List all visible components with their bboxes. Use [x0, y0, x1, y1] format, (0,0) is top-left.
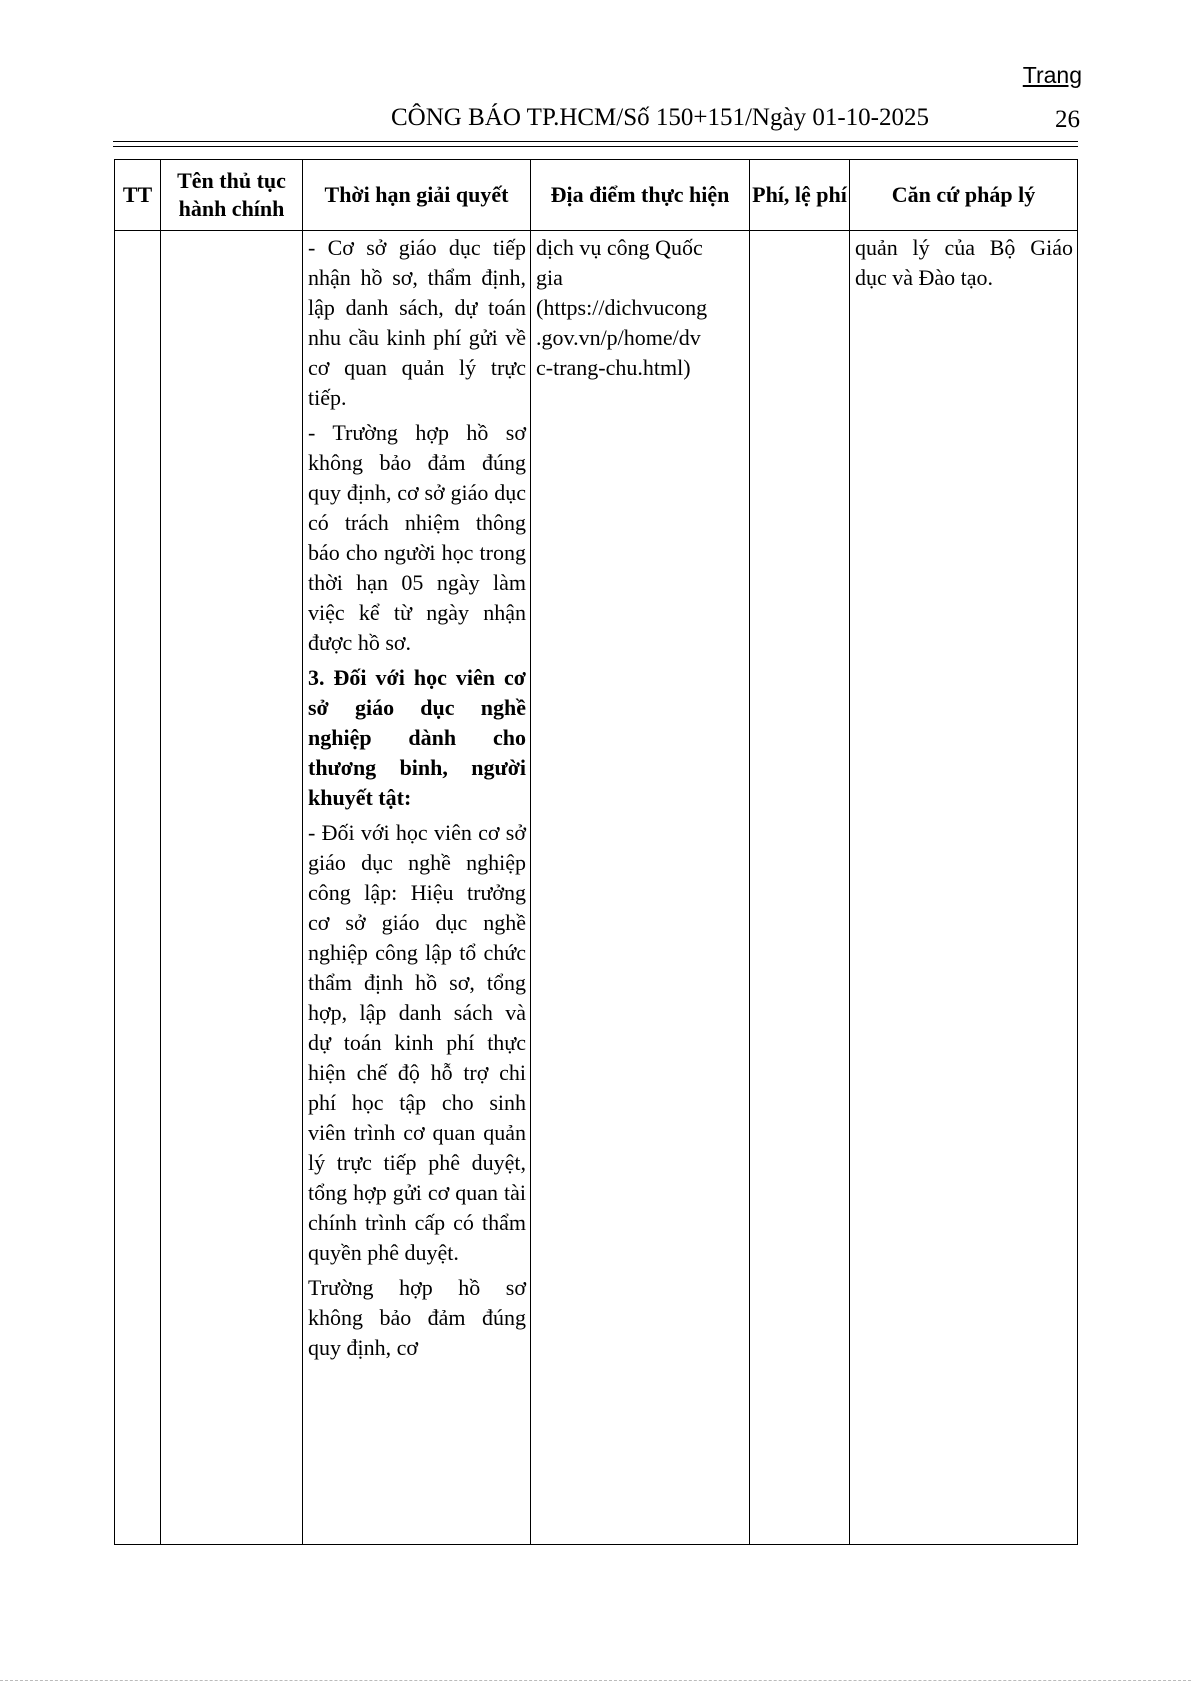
time-paragraph: - Đối với học viên cơ sở giáo dục nghề nghiệp công lập: Hiệu trưởng cơ sở giáo dục nghề nghiệp công lập tổ chức thẩm định hồ sơ, tổng hợp, lập danh sách và dự toán kinh phí thực hiện chế độ hỗ trợ chi phí học tập cho sinh viên trình cơ quan quản lý trực tiếp phê duyệt, tổng hợp gửi cơ quan tài chính trình cấp có thẩm quyền phê duyệt. — [308, 820, 526, 1265]
time-paragraph-heading: 3. Đối với học viên cơ sở giáo dục nghề nghiệp dành cho thương binh, người khuyết tật: — [308, 665, 526, 810]
header-procedure-name: Tên thủ tục hành chính — [161, 160, 303, 231]
page-bottom-edge — [0, 1680, 1191, 1681]
header-processing-time: Thời hạn giải quyết — [303, 160, 531, 231]
cell-tt — [115, 231, 161, 1545]
header-tt: TT — [115, 160, 161, 231]
header-legal-basis: Căn cứ pháp lý — [850, 160, 1078, 231]
header-location: Địa điểm thực hiện — [531, 160, 750, 231]
cell-legal-basis: quản lý của Bộ Giáo dục và Đào tạo. — [850, 231, 1078, 1545]
cell-procedure-name — [161, 231, 303, 1545]
page-number: 26 — [1055, 106, 1080, 133]
table-header-row — [115, 160, 1078, 231]
header-rule-thick — [113, 141, 1078, 142]
time-paragraph: - Trường hợp hồ sơ không bảo đảm đúng quy định, cơ sở giáo dục có trách nhiệm thông báo cho người học trong thời hạn 05 ngày làm việc kể từ ngày nhận được hồ sơ. — [308, 420, 526, 655]
time-paragraph: - Cơ sở giáo dục tiếp nhận hồ sơ, thẩm định, lập danh sách, dự toán nhu cầu kinh phí gửi về cơ quan quản lý trực tiếp. — [308, 235, 526, 410]
table-row — [115, 231, 1078, 1545]
cell-location: dịch vụ công Quốc gia (https://dichvucong .gov.vn/p/home/dv c-trang-chu.html) — [531, 231, 750, 1545]
gazette-header-title: CÔNG BÁO TP.HCM/Số 150+151/Ngày 01-10-2025 — [391, 104, 929, 131]
cell-processing-time — [303, 231, 531, 1545]
cell-fee — [750, 231, 850, 1545]
header-rule-thin — [113, 146, 1078, 147]
header-fee: Phí, lệ phí — [750, 160, 850, 231]
procedure-table — [114, 159, 1078, 1545]
page-label: Trang — [1022, 62, 1082, 88]
time-paragraph: Trường hợp hồ sơ không bảo đảm đúng quy định, cơ — [308, 1275, 526, 1360]
